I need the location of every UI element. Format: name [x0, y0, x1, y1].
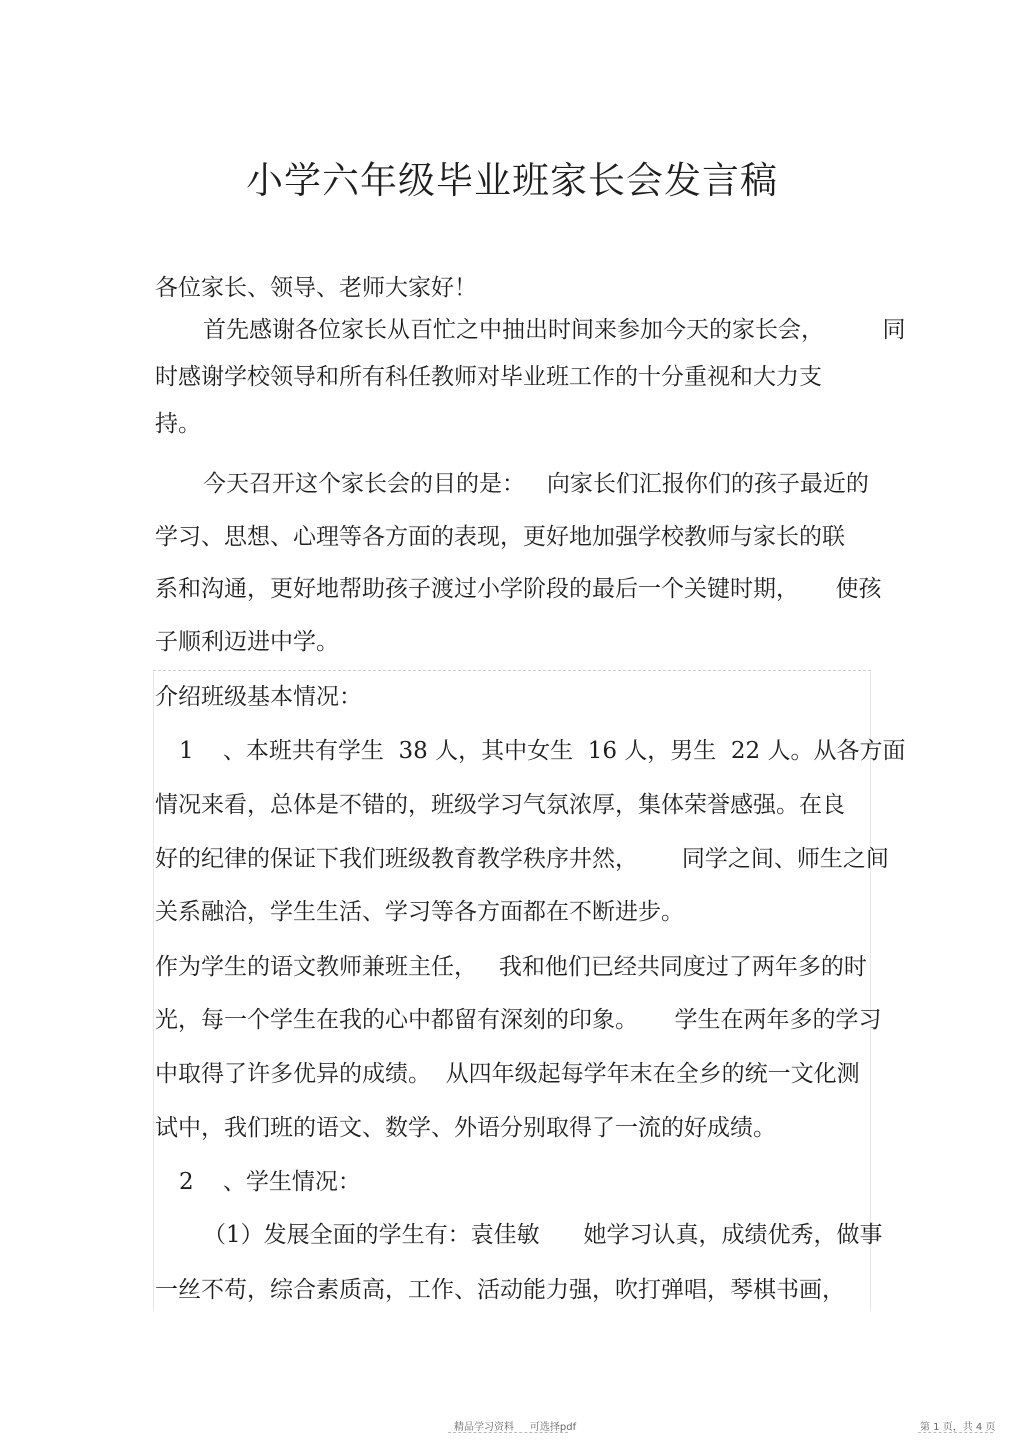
section-heading: 2 、学生情况： [179, 1169, 361, 1195]
paragraph-line: 首先感谢各位家长从百忙之中抽出时间来参加今天的家长会， 同 [203, 317, 906, 343]
paragraph-line: 1 、本班共有学生 38 人，其中女生 16 人，男生 22 人。从各方面 [179, 738, 906, 764]
paragraph-line: 作为学生的语文教师兼班主任， 我和他们已经共同度过了两年多的时 [155, 954, 867, 980]
paragraph-line: 今天召开这个家长会的目的是： 向家长们汇报你们的孩子最近的 [203, 471, 869, 497]
greeting-line: 各位家长、领导、老师大家好！ [155, 275, 477, 301]
paragraph-line: 持。 [155, 411, 201, 437]
document-title: 小学六年级毕业班家长会发言稿 [246, 159, 778, 202]
footer-divider [448, 1432, 568, 1433]
section-heading: 介绍班级基本情况： [155, 684, 362, 710]
footer-source-text: 精品学习资料 可选择pdf [454, 1422, 577, 1433]
paragraph-line: 光，每一个学生在我的心中都留有深刻的印象。 学生在两年多的学习 [155, 1007, 882, 1033]
content-frame [153, 670, 871, 1311]
paragraph-line: 学习、思想、心理等各方面的表现，更好地加强学校教师与家长的联 [155, 524, 845, 550]
paragraph-line: （1）发展全面的学生有：袁佳敏 她学习认真，成绩优秀，做事 [203, 1222, 883, 1248]
paragraph-line: 情况来看，总体是不错的，班级学习气氛浓厚，集体荣誉感强。在良 [155, 792, 845, 818]
paragraph-line: 系和沟通，更好地帮助孩子渡过小学阶段的最后一个关键时期， 使孩 [155, 576, 882, 602]
paragraph-line: 试中，我们班的语文、数学、外语分别取得了一流的好成绩。 [155, 1115, 776, 1141]
paragraph-line: 中取得了许多优异的成绩。 从四年级起每学年末在全乡的统一文化测 [155, 1061, 860, 1087]
paragraph-line: 子顺利迈进中学。 [155, 629, 339, 655]
paragraph-line: 关系融洽，学生生活、学习等各方面都在不断进步。 [155, 899, 684, 925]
footer-page-number: 第 1 页，共 4 页 [920, 1422, 996, 1433]
paragraph-line: 一丝不苟，综合素质高，工作、活动能力强，吹打弹唱，琴棋书画， [155, 1277, 845, 1303]
paragraph-line: 好的纪律的保证下我们班级教育教学秩序井然， 同学之间、师生之间 [155, 846, 889, 872]
footer-divider [918, 1432, 993, 1433]
paragraph-line: 时感谢学校领导和所有科任教师对毕业班工作的十分重视和大力支 [155, 364, 822, 390]
